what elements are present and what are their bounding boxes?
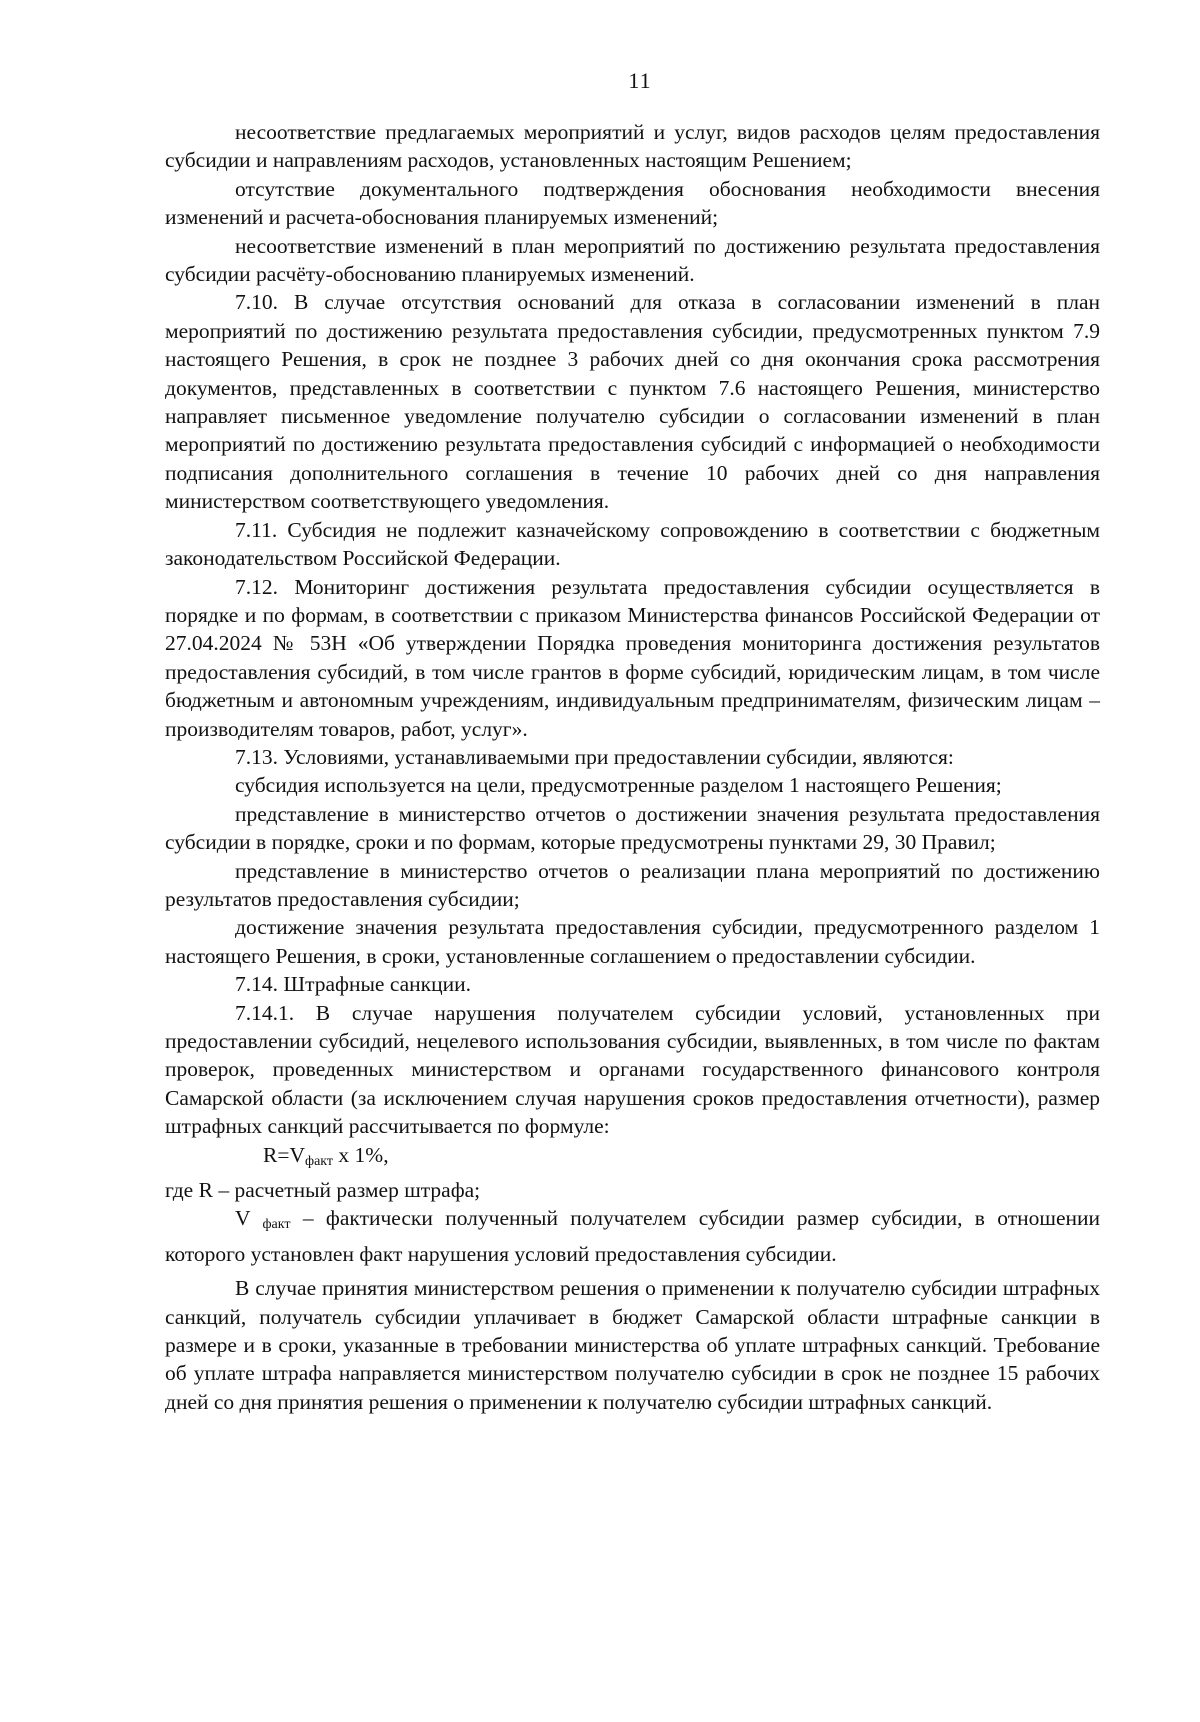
v-definition-text: – фактически полученный получателем субсидии размер субсидии, в отношении которого установлен факт нарушения условий предоставления субсидии.	[165, 1206, 1101, 1266]
paragraph-7-13: 7.13. Условиями, устанавливаемыми при предоставлении субсидии, являются:	[235, 744, 954, 769]
paragraph-penalty-payment: В случае принятия министерством решения о применении к получателю субсидии штрафных санкций, получатель субсидии уплачивает в бюджет Самарской области штрафные санкции в размере и в сроки, указанные в требовании министерства об уплате штрафных санкций. Требование об уплате штрафа направляется министерством получателю субсидии в срок не позднее 15 рабочих дней со дня принятия решения о применении к получателю субсидии штрафных санкций.	[165, 1276, 1100, 1414]
v-symbol: V	[235, 1206, 251, 1231]
paragraph-where-r: где R – расчетный размер штрафа;	[165, 1178, 481, 1203]
paragraph-7-10: 7.10. В случае отсутствия оснований для отказа в согласовании изменений в план мероприятий по достижению результата предоставления субсидии, предусмотренных пунктом 7.9 настоящего Решения, в срок не позднее 3 рабочих дней со дня окончания срока рассмотрения документов, представленных в соответствии с пунктом 7.6 настоящего Решения, министерство направляет письменное уведомление получателю субсидии о согласовании изменений в план мероприятий по достижению результата предоставления субсидий с информацией о необходимости подписания дополнительного соглашения в течение 10 рабочих дней со дня направления министерством соответствующего уведомления.	[165, 290, 1100, 514]
penalty-formula	[165, 1141, 1100, 1176]
paragraph-no-documentation: отсутствие документального подтверждения обоснования необходимости внесения изменений и расчета-обоснования планируемых изменений;	[165, 176, 1100, 230]
formula-left: R=V	[263, 1142, 305, 1167]
paragraph-condition-reports-result: представление в министерство отчетов о достижении значения результата предоставления субсидии в порядке, сроки и по формам, которые предусмотрены пунктами 29, 30 Правил;	[165, 801, 1100, 855]
paragraph-7-14-1: 7.14.1. В случае нарушения получателем субсидии условий, установленных при предоставлении субсидий, нецелевого использования субсидии, выявленных, в том числе по фактам проверок, проведенных министерством и органами государственного финансового контроля Самарской области (за исключением случая нарушения сроков предоставления отчетности), размер штрафных санкций рассчитывается по формуле:	[165, 1000, 1100, 1139]
paragraph-mismatch-measures: несоответствие предлагаемых мероприятий и услуг, видов расходов целям предоставления субсидии и направлениям расходов, установленных настоящим Решением;	[165, 120, 1100, 173]
paragraph-7-11: 7.11. Субсидия не подлежит казначейскому сопровождению в соответствии с бюджетным законодательством Российской Федерации.	[165, 517, 1100, 571]
paragraph-7-12: 7.12. Мониторинг достижения результата предоставления субсидии осуществляется в порядке и по формам, в соответствии с приказом Министерства финансов Российской Федерации от 27.04.2024 № 53Н «Об утверждении Порядка проведения мониторинга достижения результатов предоставления субсидий, в том числе грантов в форме субсидий, юридическим лицам, в том числе бюджетным и автономным учреждениям, индивидуальным предпринимателям, физическим лицам – производителям товаров, работ, услуг».	[165, 574, 1100, 741]
formula-subscript: факт	[305, 1153, 334, 1169]
v-subscript: факт	[262, 1217, 291, 1233]
formula-right: x 1%,	[333, 1142, 389, 1167]
paragraph-condition-reports-plan: представление в министерство отчетов о реализации плана мероприятий по достижению результатов предоставления субсидии;	[165, 858, 1100, 911]
document-body	[165, 118, 1100, 1416]
paragraph-mismatch-changes: несоответствие изменений в план мероприятий по достижению результата предоставления субсидии расчёту-обоснованию планируемых изменений.	[165, 233, 1100, 287]
page-number: 11	[628, 68, 652, 93]
paragraph-condition-achievement: достижение значения результата предоставления субсидии, предусмотренного разделом 1 настоящего Решения, в сроки, установленные соглашением о предоставлении субсидии.	[165, 915, 1100, 968]
paragraph-v-definition	[165, 1204, 1100, 1268]
paragraph-7-14: 7.14. Штрафные санкции.	[235, 972, 472, 997]
paragraph-condition-purpose: субсидия используется на цели, предусмотренные разделом 1 настоящего Решения;	[235, 773, 1002, 798]
